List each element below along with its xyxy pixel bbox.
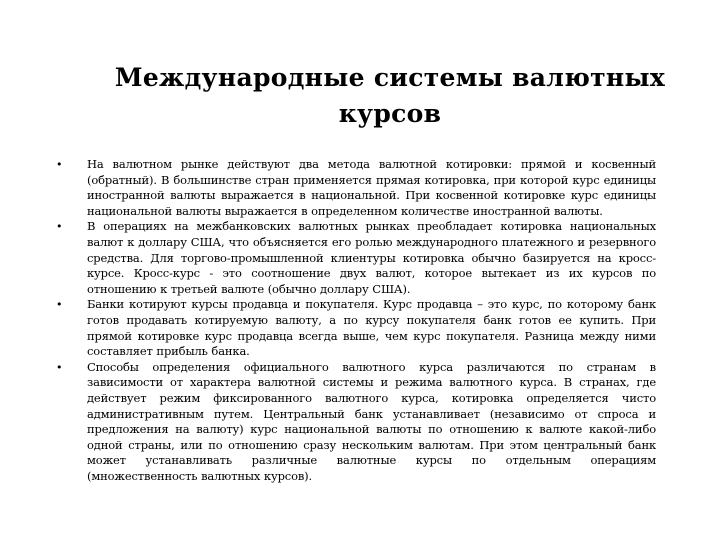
bullet-text: Способы определения официального валютного курса различаются по странам в зависимости от характера валютной системы и режима валютного курса. В странах, где действует режим фиксированного валютного курса, котировка определяется чисто административным путем. Центральный банк устанавливает (независимо от спроса и предложения на валюту) курс национальной валюты по отношению к валюте какой-либо одной страны, или по отношению сразу нескольким валютам. При этом центральный банк может устанавливать различные валютные курсы по отдельным операциям (множественность валютных курсов).	[87, 359, 656, 483]
bullet-text: Банки котируют курсы продавца и покупателя. Курс продавца – это курс, по которому банк готов продавать котируемую валюту, а по курсу покупателя банк готов ее купить. При прямой котировке курс продавца всегда выше, чем курс покупателя. Разница между ними составляет прибыль банка.	[87, 297, 656, 359]
bullet-dot-icon: •	[56, 360, 63, 374]
bullet-item	[56, 219, 656, 297]
bullet-dot-icon: •	[56, 158, 63, 171]
bullet-dot-icon: •	[56, 298, 63, 312]
bullet-text: В операциях на межбанковских валютных рынках преобладает котировка национальных валют к доллару США, что объясняется его ролью международного платежного и резервного средства. Для торгово-промышленной клиентуры котировка обычно базируется на кросс-курсе. Кросс-курс - это соотношение двух валют, которое вытекает из их курсов по отношению к третьей валюте (обычно доллару США).	[87, 219, 656, 296]
bullet-text: На валютном рынке действуют два метода валютной котировки: прямой и косвенный (обратный). В большинстве стран применяется прямая котировка, при которой курс единицы иностранной валюты выражается в национальной. При косвенной котировке курс единицы национальной валюты выражается в определенном количестве иностранной валюты.	[87, 157, 656, 218]
bullet-item	[56, 297, 656, 359]
slide-title: Международные системы валютных курсов	[114, 63, 666, 128]
bullet-item	[56, 360, 656, 485]
bullet-item	[56, 157, 656, 219]
bullet-list	[56, 157, 656, 484]
bullet-dot-icon: •	[56, 220, 63, 234]
